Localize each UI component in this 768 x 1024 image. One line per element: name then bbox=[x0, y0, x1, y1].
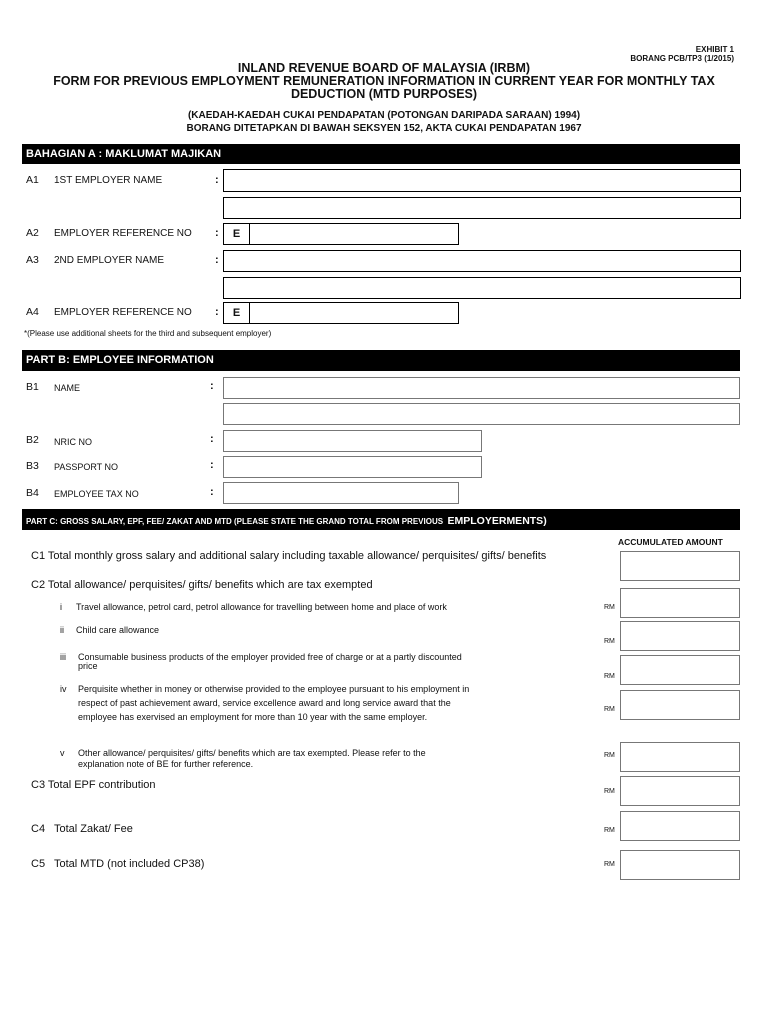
item-i-amount-input[interactable] bbox=[620, 588, 740, 618]
item-ii-amount-input[interactable] bbox=[620, 621, 740, 651]
item-i-num: i bbox=[60, 602, 62, 612]
b2-colon: : bbox=[210, 433, 214, 445]
exhibit-number: EXHIBIT 1 bbox=[695, 45, 734, 54]
first-employer-name-input-line2[interactable] bbox=[223, 197, 741, 219]
part-c-heading-emphasis: EMPLOYERMENTS) bbox=[447, 515, 547, 527]
part-b-heading: PART B: EMPLOYEE INFORMATION bbox=[22, 350, 740, 371]
a2-label: EMPLOYER REFERENCE NO bbox=[54, 228, 192, 239]
item-iii-num: iii bbox=[60, 652, 66, 662]
b4-colon: : bbox=[210, 486, 214, 498]
accumulated-amount-header: ACCUMULATED AMOUNT bbox=[618, 537, 723, 547]
b1-code: B1 bbox=[26, 381, 39, 393]
c1-amount-input[interactable] bbox=[620, 551, 740, 581]
part-c-heading-text: PART C: GROSS SALARY, EPF, FEE/ ZAKAT AND MTD (PLEASE STATE THE GRAND TOTAL FROM PREVIOUS bbox=[26, 517, 444, 526]
passport-input[interactable] bbox=[223, 456, 482, 478]
first-employer-name-input[interactable] bbox=[223, 169, 741, 192]
c4-amount-input[interactable] bbox=[620, 811, 740, 841]
c1-label: C1 Total monthly gross salary and additional salary including taxable allowance/ perquisites/ gifts/ benefits bbox=[31, 550, 547, 562]
form-title-2: FORM FOR PREVIOUS EMPLOYMENT REMUNERATION INFORMATION IN CURRENT YEAR FOR MONTHLY TAX bbox=[53, 74, 715, 88]
first-employer-reference-input[interactable] bbox=[223, 223, 459, 245]
a1-colon: : bbox=[215, 174, 219, 186]
b4-code: B4 bbox=[26, 487, 39, 499]
b1-label: NAME bbox=[54, 383, 81, 393]
c3-label: C3 Total EPF contribution bbox=[31, 779, 156, 791]
employee-tax-no-input[interactable] bbox=[223, 482, 459, 504]
item-ii-num: ii bbox=[60, 625, 64, 635]
reference-prefix: E bbox=[224, 303, 250, 323]
c3-amount-input[interactable] bbox=[620, 776, 740, 806]
item-v-amount-input[interactable] bbox=[620, 742, 740, 772]
a4-code: A4 bbox=[26, 306, 39, 318]
item-iii-rm: RM bbox=[604, 673, 615, 680]
item-v-rm: RM bbox=[604, 752, 615, 759]
a1-code: A1 bbox=[26, 174, 39, 186]
a3-label: 2ND EMPLOYER NAME bbox=[54, 255, 165, 266]
item-iv-text-line1: Perquisite whether in money or otherwise provided to the employee pursuant to his employment in bbox=[78, 684, 470, 694]
c2-label: C2 Total allowance/ perquisites/ gifts/ benefits which are tax exempted bbox=[31, 579, 373, 591]
form-title-3: DEDUCTION (MTD PURPOSES) bbox=[290, 87, 478, 101]
c3-rm: RM bbox=[604, 788, 615, 795]
item-iii-amount-input[interactable] bbox=[620, 655, 740, 685]
a2-code: A2 bbox=[26, 227, 39, 239]
part-a-heading: BAHAGIAN A : MAKLUMAT MAJIKAN bbox=[22, 144, 740, 164]
item-iv-rm: RM bbox=[604, 706, 615, 713]
item-i-text: Travel allowance, petrol card, petrol allowance for travelling between home and place of work bbox=[76, 602, 447, 612]
item-iv-num: iv bbox=[60, 684, 67, 694]
a3-colon: : bbox=[215, 254, 219, 266]
a2-colon: : bbox=[215, 227, 219, 239]
second-employer-name-input[interactable] bbox=[223, 250, 741, 272]
second-employer-name-input-line2[interactable] bbox=[223, 277, 741, 299]
a4-label: EMPLOYER REFERENCE NO bbox=[54, 307, 192, 318]
part-c-heading bbox=[22, 509, 740, 530]
additional-sheets-note: *(Please use additional sheets for the third and subsequent employer) bbox=[24, 329, 272, 338]
c5-code: C5 bbox=[31, 858, 46, 870]
c5-rm: RM bbox=[604, 861, 615, 868]
a3-code: A3 bbox=[26, 254, 39, 266]
second-employer-reference-input[interactable] bbox=[223, 302, 459, 324]
form-subtitle-1: (KAEDAH-KAEDAH CUKAI PENDAPATAN (POTONGAN DARIPADA SARAAN) 1994) bbox=[187, 110, 581, 121]
nric-input[interactable] bbox=[223, 430, 482, 452]
item-i-rm: RM bbox=[604, 604, 615, 611]
b4-label: EMPLOYEE TAX NO bbox=[54, 489, 139, 499]
c4-rm: RM bbox=[604, 827, 615, 834]
item-iii-text-line2: price bbox=[78, 661, 98, 671]
c4-code: C4 bbox=[31, 823, 46, 835]
exhibit-label bbox=[630, 45, 734, 63]
b3-code: B3 bbox=[26, 460, 39, 472]
item-v-text-line1: Other allowance/ perquisites/ gifts/ benefits which are tax exempted. Please refer to the bbox=[78, 748, 426, 758]
b2-label: NRIC NO bbox=[54, 437, 92, 447]
item-iv-text-line3: employee has exervised an employment for more than 10 year with the same employer. bbox=[78, 712, 428, 722]
reference-prefix: E bbox=[224, 224, 250, 244]
item-ii-text: Child care allowance bbox=[76, 625, 160, 635]
b2-code: B2 bbox=[26, 434, 39, 446]
b1-colon: : bbox=[210, 380, 214, 392]
item-v-text-line2: explanation note of BE for further reference. bbox=[78, 759, 254, 769]
c4-label: Total Zakat/ Fee bbox=[54, 823, 133, 835]
a1-label: 1ST EMPLOYER NAME bbox=[54, 175, 163, 186]
a4-colon: : bbox=[215, 306, 219, 318]
item-iv-text-line2: respect of past achievement award, service excellence award and long service award that the bbox=[78, 698, 451, 708]
c5-amount-input[interactable] bbox=[620, 850, 740, 880]
item-iv-amount-input[interactable] bbox=[620, 690, 740, 720]
form-title-1: INLAND REVENUE BOARD OF MALAYSIA (IRBM) bbox=[237, 61, 531, 75]
item-iii-text-line1: Consumable business products of the employer provided free of charge or at a partly discounted bbox=[78, 652, 462, 662]
form-code: BORANG PCB/TP3 (1/2015) bbox=[630, 54, 734, 63]
b3-colon: : bbox=[210, 459, 214, 471]
item-v-num: v bbox=[60, 748, 65, 758]
c5-label: Total MTD (not included CP38) bbox=[54, 858, 205, 870]
employee-name-input-line2[interactable] bbox=[223, 403, 740, 425]
item-ii-rm: RM bbox=[604, 638, 615, 645]
employee-name-input[interactable] bbox=[223, 377, 740, 399]
b3-label: PASSPORT NO bbox=[54, 462, 119, 472]
form-subtitle-2: BORANG DITETAPKAN DI BAWAH SEKSYEN 152, AKTA CUKAI PENDAPATAN 1967 bbox=[186, 123, 582, 134]
